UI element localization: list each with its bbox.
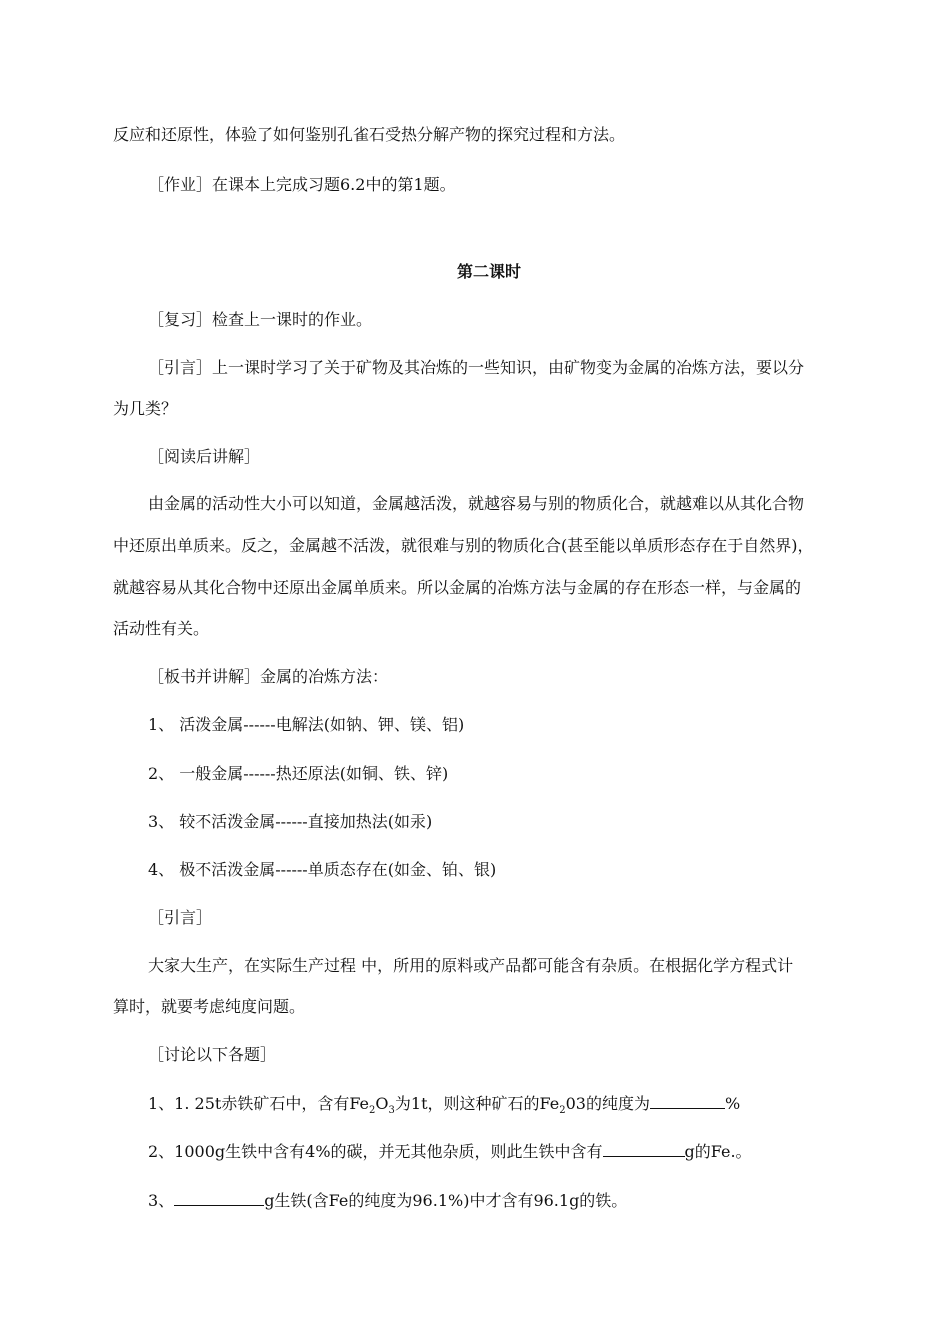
discuss-label: ［讨论以下各题］ [148,1045,277,1064]
method-item: 1、 活泼金属------电解法(如钠、钾、镁、铝) [148,715,465,734]
paragraph-1-line-4: 活动性有关。 [113,619,210,638]
paragraph-2-line-1: 大家大生产，在实际生产过程 中，所用的原料或产品都可能含有杂质。在根据化学方程式计 [148,956,794,975]
homework-line: ［作业］在课本上完成习题6.2中的第1题。 [148,175,456,194]
section-title: 第二课时 [457,262,522,281]
question-3: 3、 g生铁(含Fe的纯度为96.1%)中才含有96.1g的铁。 [148,1191,628,1210]
review-line: ［复习］检查上一课时的作业。 [148,310,373,329]
intro-line-1: ［引言］上一课时学习了关于矿物及其冶炼的一些知识，由矿物变为金属的冶炼方法，要以分 [148,358,805,377]
paragraph-intro-tail: 反应和还原性，体验了如何鉴别孔雀石受热分解产物的探究过程和方法。 [113,125,626,144]
board-explain-line: ［板书并讲解］金属的冶炼方法： [148,667,389,686]
question-1: 1、1. 25t赤铁矿石中，含有$Fe_2O_3$为1t，则这种矿石的$Fe_203$的纯度为 % [148,1094,741,1117]
intro-line-2: 为几类？ [113,399,178,418]
method-item: 2、 一般金属------热还原法(如铜、铁、锌) [148,764,449,783]
paragraph-1-line-2: 中还原出单质来。反之，金属越不活泼，就很难与别的物质化合(甚至能以单质形态存在于自然界)， [113,536,814,555]
paragraph-2-line-2: 算时，就要考虑纯度问题。 [113,997,306,1016]
read-explain-label: ［阅读后讲解］ [148,447,261,466]
paragraph-1-line-3: 就越容易从其化合物中还原出金属单质来。所以金属的冶炼方法与金属的存在形态一样，与金属的 [113,578,802,597]
answer-blank[interactable] [603,1142,685,1157]
method-item: 3、 较不活泼金属------直接加热法(如汞) [148,812,433,831]
intro-2-label: ［引言］ [148,908,213,927]
paragraph-1-line-1: 由金属的活动性大小可以知道，金属越活泼，就越容易与别的物质化合，就越难以从其化合物 [148,494,805,513]
method-item: 4、 极不活泼金属------单质态存在(如金、铂、银) [148,860,497,879]
answer-blank[interactable] [174,1191,264,1206]
answer-blank[interactable] [650,1094,725,1109]
question-2: 2、1000g生铁中含有4%的碳，并无其他杂质，则此生铁中含有 g的Fe.。 [148,1142,752,1161]
